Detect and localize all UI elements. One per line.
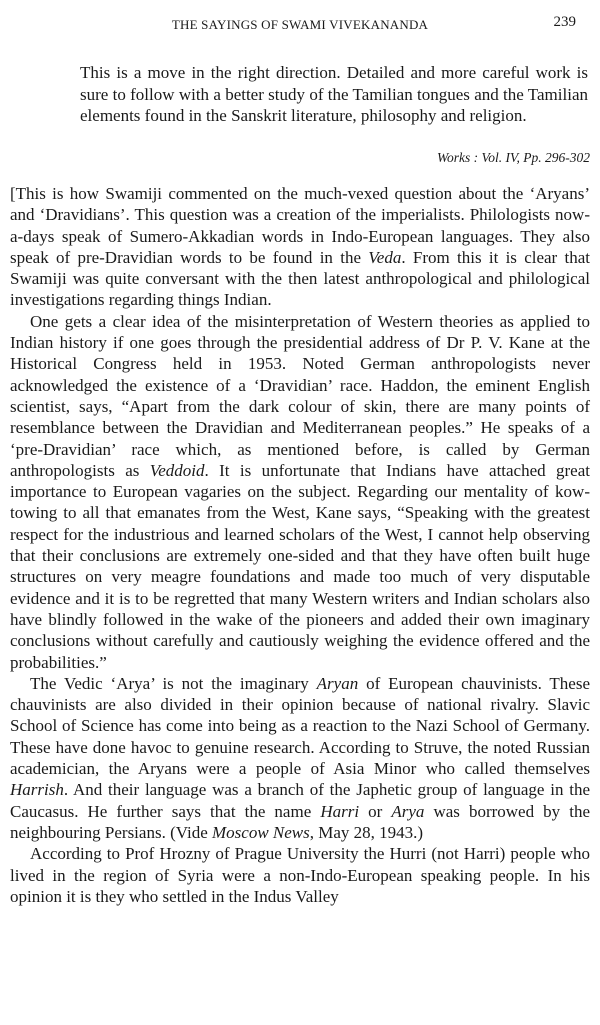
text-run: According to Prof Hrozny of Prague University the Hurri (not Harri) people who lived in the region of Syria were a non-Indo-European speaking people. In his opinion it is they who settled in the Indus Valley	[10, 844, 590, 906]
quote-citation: Works : Vol. IV, Pp. 296-302	[437, 150, 590, 165]
italic-text-run: Aryan	[316, 673, 359, 693]
page-number: 239	[553, 14, 576, 30]
text-run: . And their language was a branch of the Japhetic group of language in the Caucasus. He further says that the name	[10, 780, 590, 821]
text-run: The Vedic ‘Arya’ is not the imaginary	[30, 673, 317, 693]
text-run: . It is unfortunate that Indians have attached great importance to European vagaries on the subject. Regarding our mentality of kow-towing to all that emanates from the West, Kane says, “Speaking with the greatest respect for the industrious and learned scholars of the West, I cannot help observing that their conclusions are extremely one-sided and that they have often built huge structures on very meagre foundations and made too much of very disputable evidence and it is to be regretted that many Western writers and Indian scholars also have blindly followed in the wake of the pioneers and added their own imaginary conclusions without carefully and cautiously weighing the evidence offered and the probabilities.”	[10, 460, 590, 672]
body-text	[10, 183, 590, 907]
italic-text-run: Arya	[391, 801, 425, 821]
italic-text-run: Harri	[320, 801, 360, 821]
text-run: . From this it is clear that Swamiji was quite conversant with the then latest anthropological and philological investigations regarding things Indian.	[10, 247, 591, 310]
paragraph	[10, 673, 590, 843]
italic-text-run: Veddoid	[149, 460, 205, 480]
text-run: or	[359, 801, 392, 821]
quote-text: This is a move in the right direction. Detailed and more careful work is sure to follow with a better study of the Tamilian tongues and the Tamilian elements found in the Sanskrit literature, philosophy and religion.	[80, 63, 588, 125]
text-run: One gets a clear idea of the misinterpretation of Western theories as applied to Indian history if one goes through the presidential address of Dr P. V. Kane at the Historical Congress held in 1953. Noted German anthropologists never acknowledged the existence of a ‘Dravidian’ race. Haddon, the eminent English scientist, says, “Apart from the dark colour of skin, there are many points of resemblance between the Dravidian and Mediterranean peoples.” He speaks of a ‘pre-Dravidian’ race which, as mentioned before, is called by German anthropologists as	[10, 311, 590, 480]
text-run: , May 28, 1943.)	[309, 822, 424, 842]
italic-text-run: Harrish	[10, 780, 64, 800]
running-title: THE SAYINGS OF SWAMI VIVEKANANDA	[171, 17, 429, 32]
italic-text-run: Moscow News	[212, 822, 310, 842]
text-run: [This is how Swamiji commented on the much-vexed question about the ‘Aryans’ and ‘Dravidians’. This question was a creation of the imperialists. Philologists now-a-days speak of Sumero-Akkadian words in Indo-European languages. They also speak of pre-Dravidian words to be found in the	[10, 184, 590, 267]
paragraph	[10, 183, 590, 311]
block-quote	[80, 62, 588, 127]
paragraph	[10, 311, 590, 673]
text-run: of European chauvinists. These chauvinists are also divided in their opinion because of national rivalry. Slavic School of Science has come into being as a reaction to the Nazi School of Germany. These have done havoc to genuine research. According to Struve, the noted Russian academician, the Aryans were a people of Asia Minor who called themselves	[10, 673, 590, 779]
paragraph	[10, 843, 590, 907]
text-run: was borrowed by the neighbouring Persians. (Vide	[10, 801, 590, 842]
page-header	[0, 14, 600, 36]
italic-text-run: Veda	[368, 247, 402, 267]
